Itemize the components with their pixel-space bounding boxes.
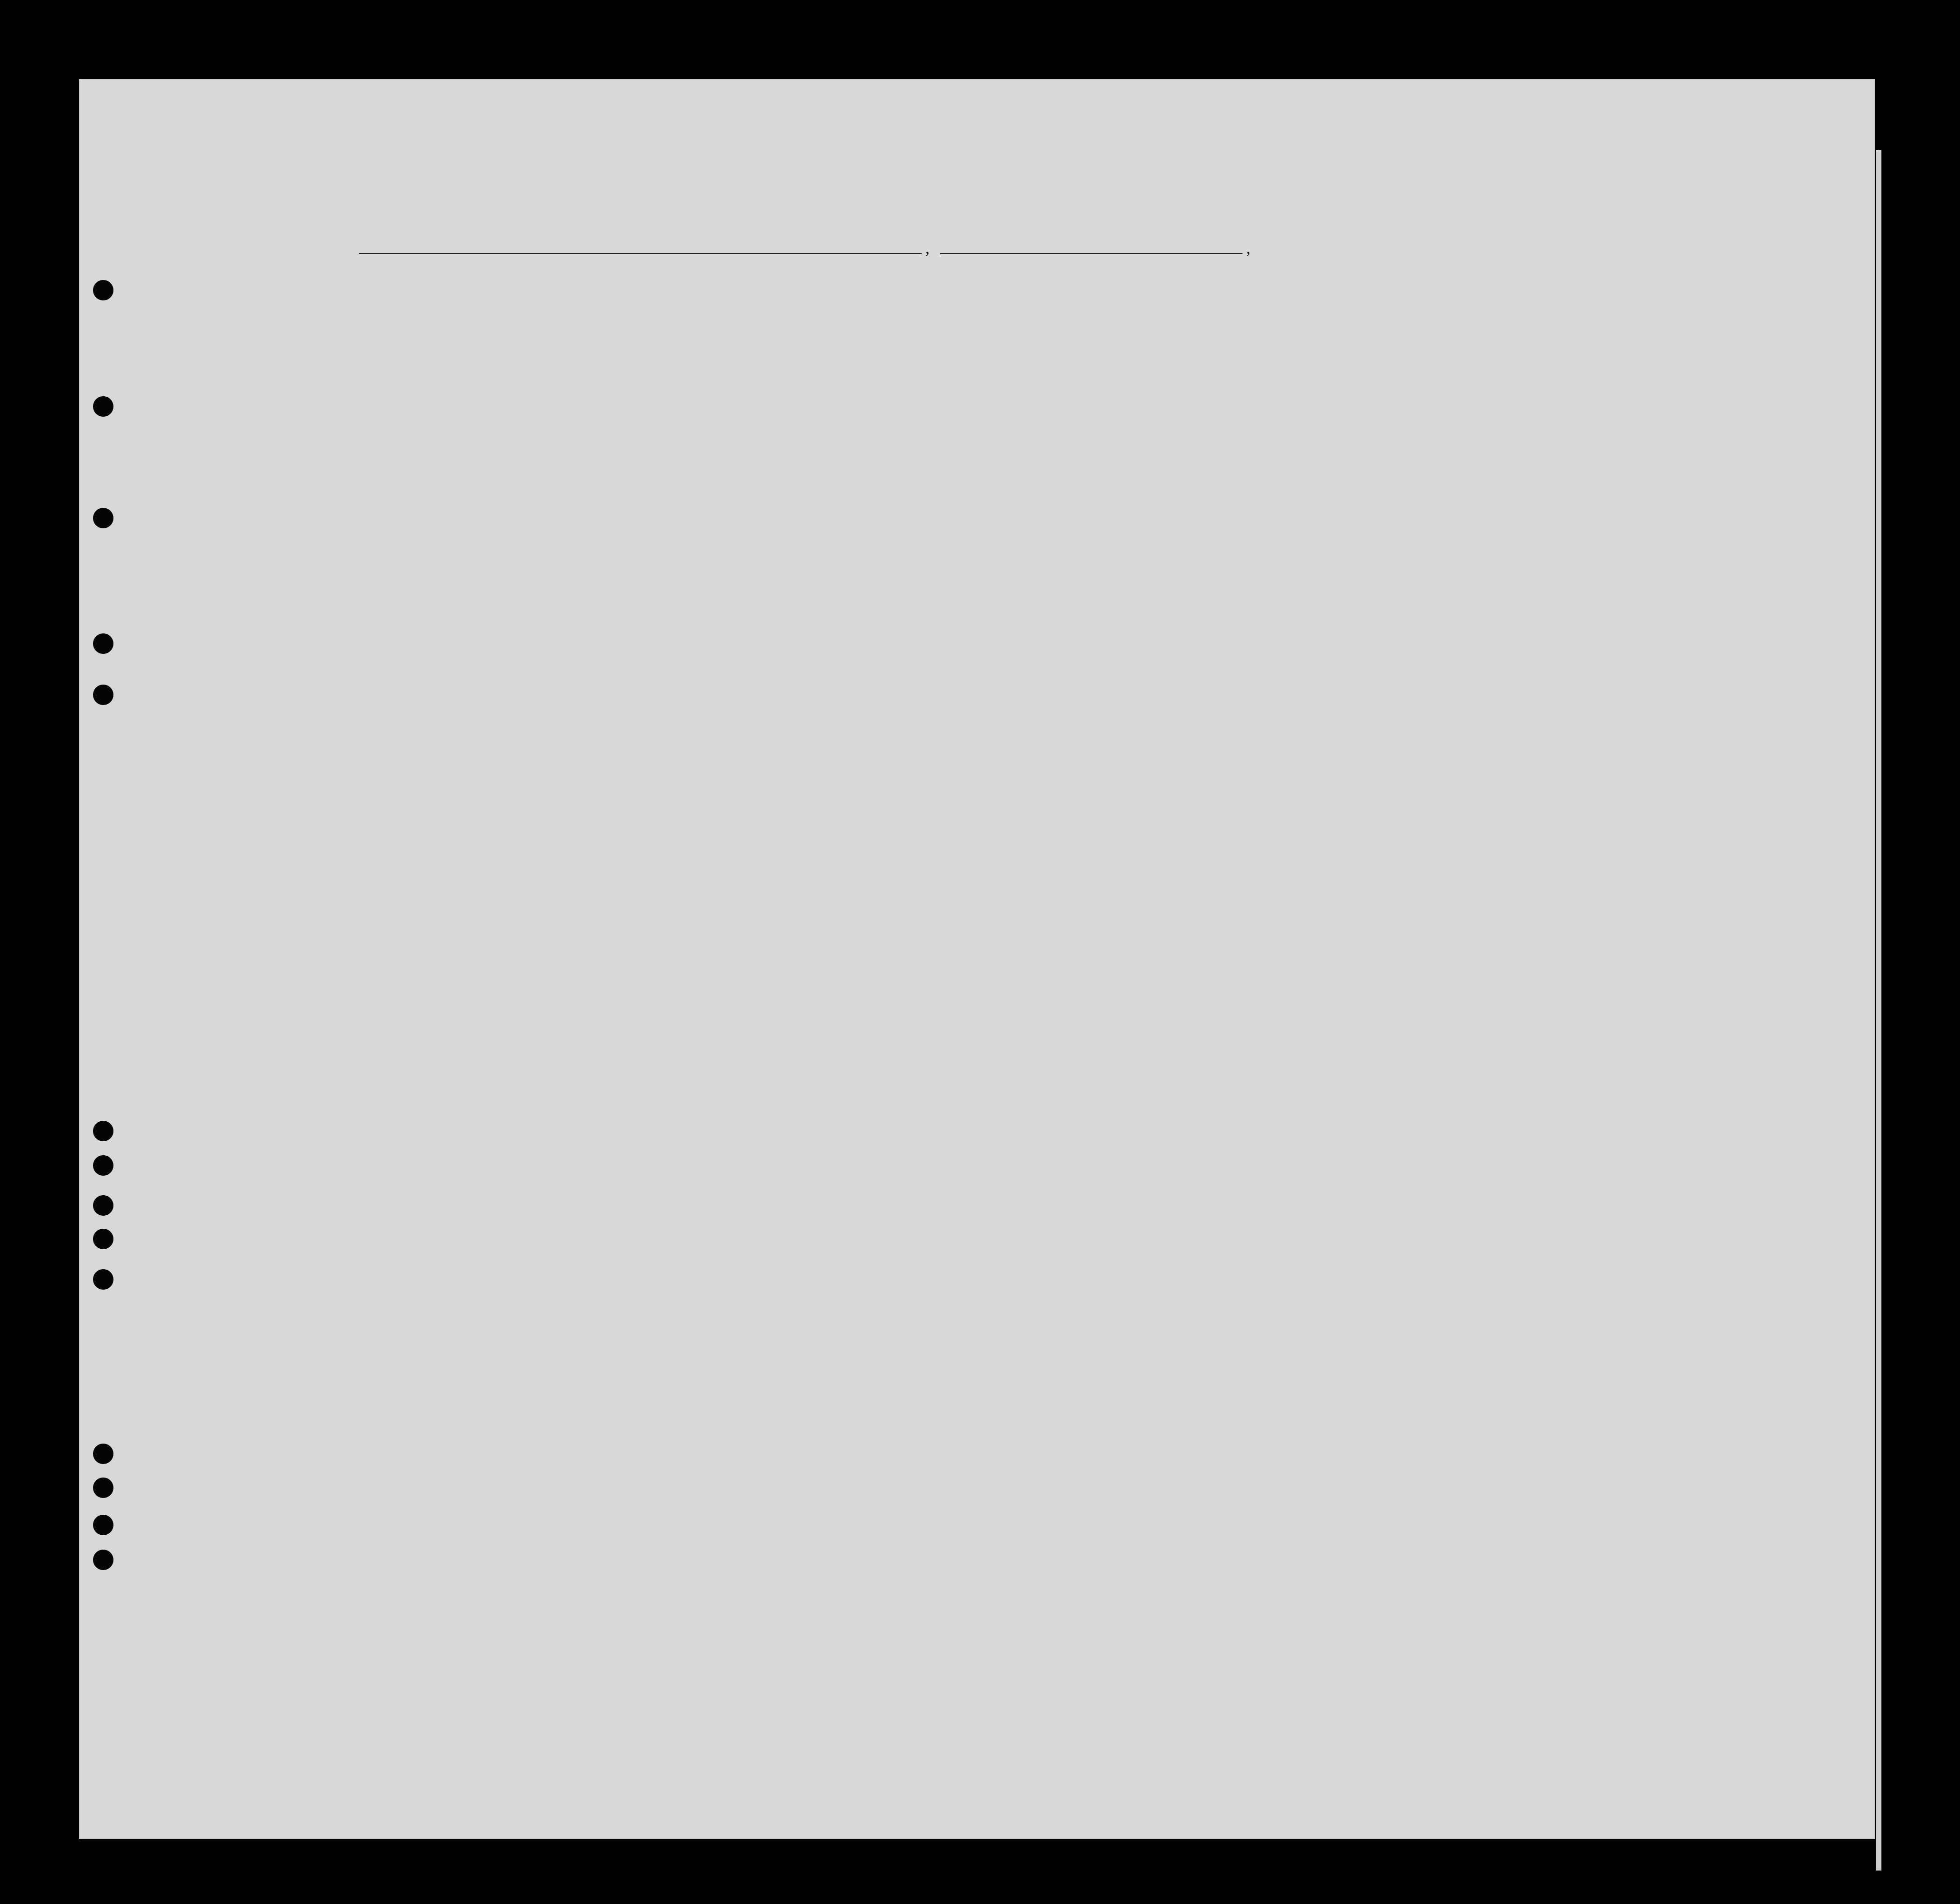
manifest-sheet bbox=[80, 80, 1874, 1838]
comma: , bbox=[1246, 239, 1250, 257]
manifest-grid bbox=[80, 80, 1874, 1838]
sheet-edge bbox=[1876, 150, 1881, 1871]
comma: , bbox=[925, 239, 930, 257]
